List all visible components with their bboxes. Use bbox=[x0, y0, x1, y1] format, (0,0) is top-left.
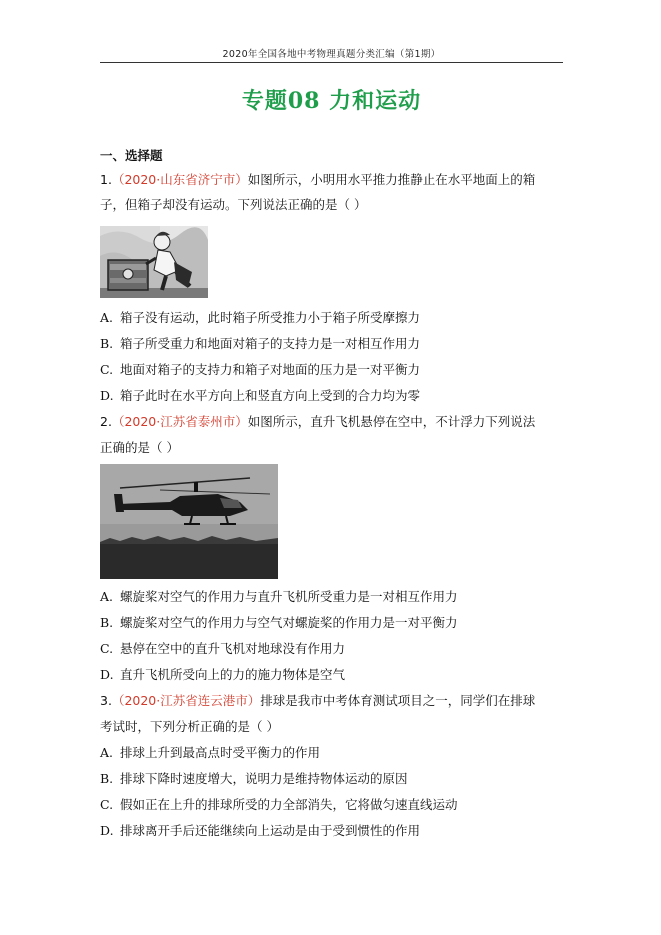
question-3-stem: 排球是我市中考体育测试项目之一，同学们在排球 bbox=[260, 693, 536, 708]
question-2-stem-line-1 bbox=[100, 414, 535, 430]
question-1-figure-box-push bbox=[100, 226, 208, 298]
question-1-option-d: D. 箱子此时在水平方向上和竖直方向上受到的合力均为零 bbox=[100, 388, 421, 403]
question-2-stem-line-2: 正确的是（ ） bbox=[100, 440, 179, 455]
question-3-option-c: C. 假如正在上升的排球所受的力全部消失，它将做匀速直线运动 bbox=[100, 797, 458, 812]
question-2-number: 2. bbox=[100, 414, 112, 429]
page-header: 2020年全国各地中考物理真题分类汇编（第1期） bbox=[222, 49, 441, 60]
header-rule bbox=[100, 62, 563, 63]
question-1-option-a: A. 箱子没有运动，此时箱子所受推力小于箱子所受摩擦力 bbox=[100, 310, 421, 325]
page-title: 专题08 力和运动 bbox=[241, 88, 422, 114]
question-1-stem-line-2: 子，但箱子却没有运动。下列说法正确的是（ ） bbox=[100, 197, 367, 212]
question-1-option-c: C. 地面对箱子的支持力和箱子对地面的压力是一对平衡力 bbox=[100, 362, 421, 377]
question-3-number: 3. bbox=[100, 693, 112, 708]
question-2-option-d: D. 直升飞机所受向上的力的施力物体是空气 bbox=[100, 667, 346, 682]
question-3-option-a: A. 排球上升到最高点时受平衡力的作用 bbox=[100, 745, 321, 760]
question-1-source: （2020·山东省济宁市） bbox=[111, 172, 248, 187]
question-1-stem: 如图所示，小明用水平推力推静止在水平地面上的箱 bbox=[247, 172, 536, 187]
question-3-option-b: B. 排球下降时速度增大，说明力是维持物体运动的原因 bbox=[100, 771, 408, 786]
section-heading: 一、选择题 bbox=[100, 148, 163, 163]
question-3-source: （2020·江苏省连云港市） bbox=[111, 693, 261, 708]
question-3-stem-line-2: 考试时，下列分析正确的是（ ） bbox=[100, 719, 279, 734]
question-2-source: （2020·江苏省泰州市） bbox=[111, 414, 248, 429]
question-1-option-b: B. 箱子所受重力和地面对箱子的支持力是一对相互作用力 bbox=[100, 336, 421, 351]
question-1-number: 1. bbox=[100, 172, 112, 187]
question-3-option-d: D. 排球离开手后还能继续向上运动是由于受到惯性的作用 bbox=[100, 823, 421, 838]
question-1-stem-line-1 bbox=[100, 172, 535, 188]
question-2-option-a: A. 螺旋桨对空气的作用力与直升飞机所受重力是一对相互作用力 bbox=[100, 589, 458, 604]
question-2-option-c: C. 悬停在空中的直升飞机对地球没有作用力 bbox=[100, 641, 346, 656]
question-2-figure-helicopter bbox=[100, 464, 278, 579]
question-2-option-b: B. 螺旋桨对空气的作用力与空气对螺旋桨的作用力是一对平衡力 bbox=[100, 615, 458, 630]
question-3-stem-line-1 bbox=[100, 693, 535, 709]
question-2-stem: 如图所示，直升飞机悬停在空中，不计浮力下列说法 bbox=[247, 414, 536, 429]
